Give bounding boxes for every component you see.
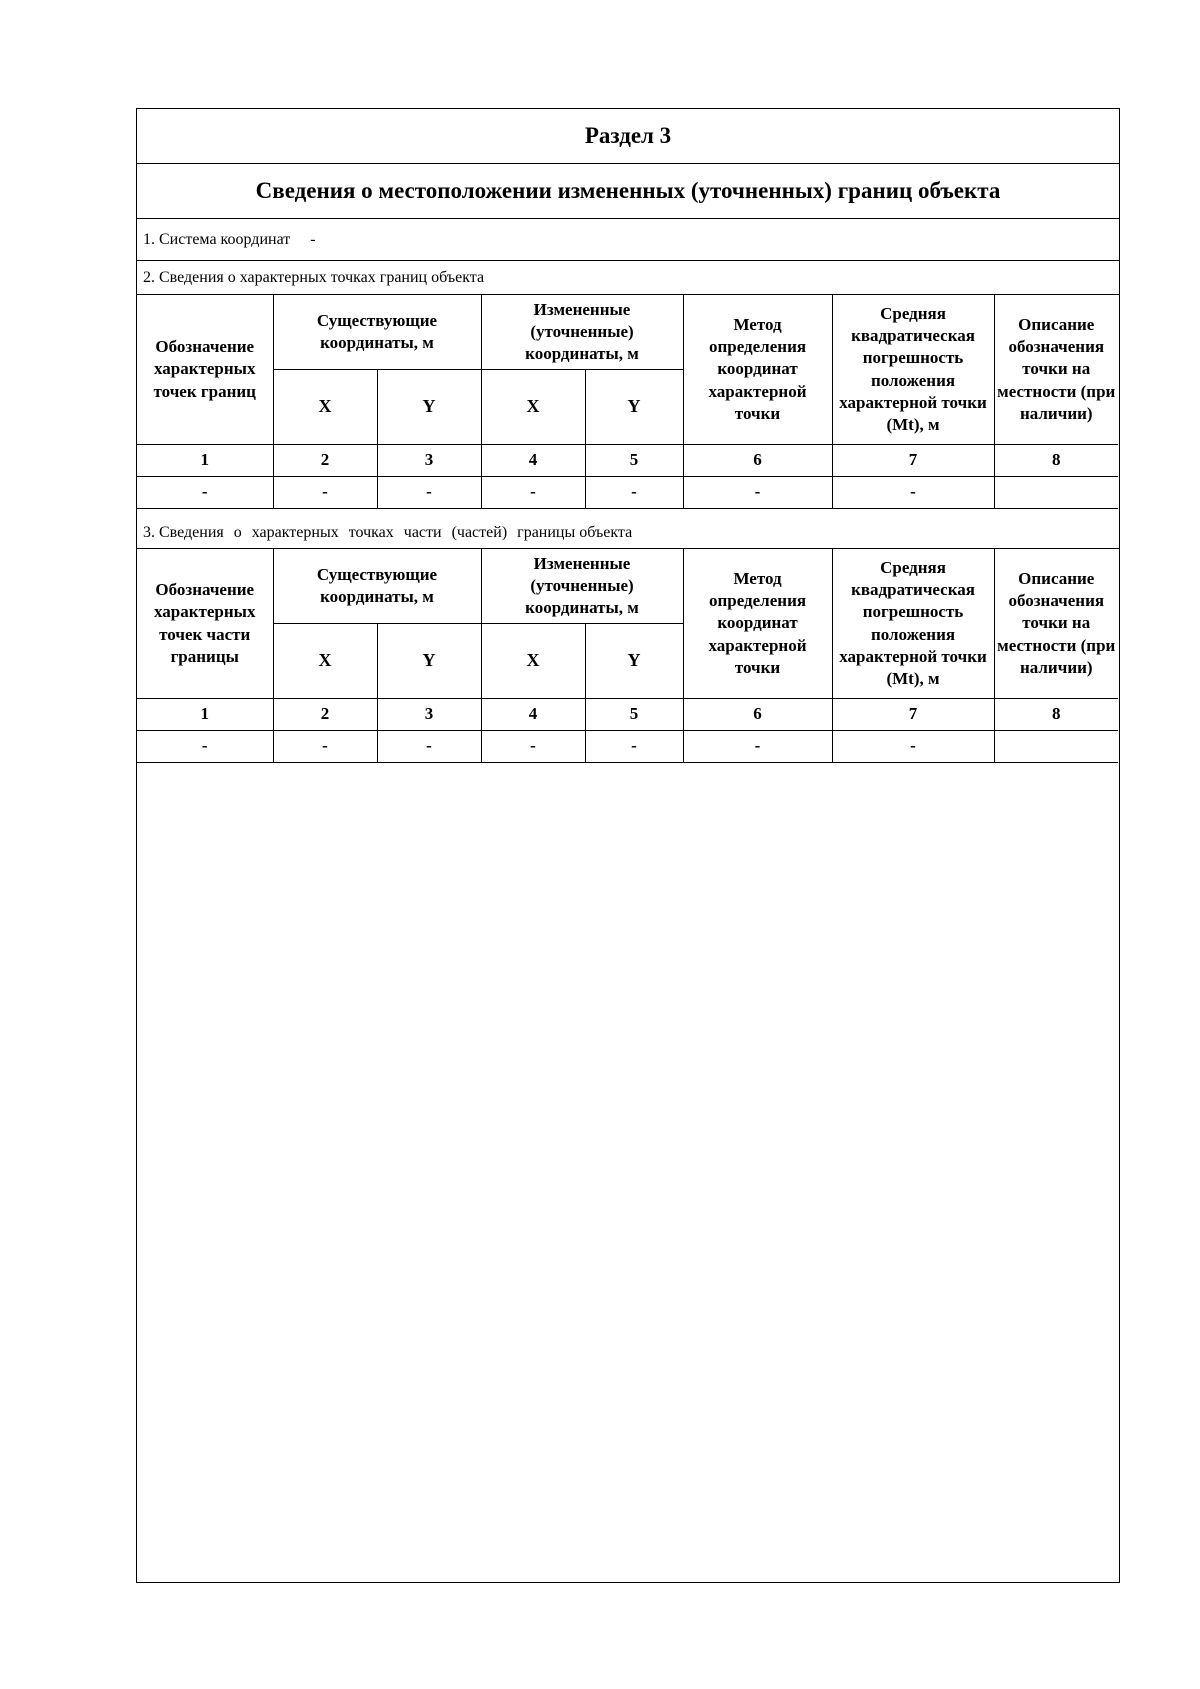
column-number: 5 <box>585 699 683 731</box>
table-cell: - <box>137 731 273 763</box>
header-existing-y: Y <box>377 370 481 445</box>
column-number: 8 <box>994 699 1118 731</box>
table-cell: - <box>273 477 377 509</box>
header-method: Метод определения координат характерной точки <box>683 549 832 699</box>
header-method: Метод определения координат характерной точки <box>683 295 832 445</box>
column-number: 4 <box>481 445 585 477</box>
caption-word: 3. Сведения <box>143 523 224 541</box>
column-number: 5 <box>585 445 683 477</box>
header-changed-x: X <box>481 624 585 699</box>
header-description: Описание обозначения точки на местности (при наличии) <box>994 295 1118 445</box>
boundary-points-table <box>137 295 1118 509</box>
caption-word: характерных <box>251 523 339 541</box>
coordinate-system-value: - <box>310 230 316 248</box>
header-description: Описание обозначения точки на местности (при наличии) <box>994 549 1118 699</box>
table-cell: - <box>481 477 585 509</box>
table2-caption <box>137 517 1119 549</box>
table-cell: - <box>585 731 683 763</box>
header-changed-coords: Измененные (уточненные) координаты, м <box>481 295 683 370</box>
column-number: 2 <box>273 699 377 731</box>
table-cell: - <box>377 731 481 763</box>
table-cell: - <box>683 477 832 509</box>
column-number: 6 <box>683 445 832 477</box>
table-row <box>137 731 1118 763</box>
caption-word: точках <box>348 523 394 541</box>
header-changed-coords: Измененные (уточненные) координаты, м <box>481 549 683 624</box>
column-number: 1 <box>137 699 273 731</box>
header-error: Средняя квадратическая погрешность положения характерной точки (Mt), м <box>832 295 994 445</box>
table-cell <box>994 731 1118 763</box>
caption-word: о <box>233 523 242 541</box>
table-cell: - <box>377 477 481 509</box>
header-changed-x: X <box>481 370 585 445</box>
coordinate-system-row <box>137 219 1119 261</box>
header-changed-y: Y <box>585 370 683 445</box>
header-point-designation: Обозначение характерных точек границ <box>137 295 273 445</box>
table-cell: - <box>585 477 683 509</box>
caption-word: части <box>403 523 442 541</box>
table1-caption: 2. Сведения о характерных точках границ объекта <box>137 261 1119 295</box>
table-cell <box>994 477 1118 509</box>
column-number: 3 <box>377 699 481 731</box>
table-cell: - <box>137 477 273 509</box>
section-subtitle: Сведения о местоположении измененных (уточненных) границ объекта <box>137 164 1119 219</box>
table-cell: - <box>832 731 994 763</box>
table-cell: - <box>683 731 832 763</box>
column-number: 3 <box>377 445 481 477</box>
header-existing-x: X <box>273 624 377 699</box>
header-point-designation: Обозначение характерных точек части границы <box>137 549 273 699</box>
header-error: Средняя квадратическая погрешность положения характерной точки (Mt), м <box>832 549 994 699</box>
table-cell: - <box>481 731 585 763</box>
table-cell: - <box>273 731 377 763</box>
coordinate-system-label: 1. Система координат <box>143 230 291 248</box>
column-number: 4 <box>481 699 585 731</box>
header-existing-coords: Существующие координаты, м <box>273 295 481 370</box>
header-existing-coords: Существующие координаты, м <box>273 549 481 624</box>
column-number: 7 <box>832 699 994 731</box>
header-existing-x: X <box>273 370 377 445</box>
header-existing-y: Y <box>377 624 481 699</box>
part-boundary-points-table <box>137 549 1118 763</box>
header-changed-y: Y <box>585 624 683 699</box>
caption-word: (частей) <box>451 523 508 541</box>
document-frame <box>136 108 1120 1583</box>
caption-word: границы объекта <box>517 523 633 541</box>
column-number: 1 <box>137 445 273 477</box>
column-number: 8 <box>994 445 1118 477</box>
column-number: 7 <box>832 445 994 477</box>
column-number: 2 <box>273 445 377 477</box>
table-cell: - <box>832 477 994 509</box>
column-number: 6 <box>683 699 832 731</box>
table-row <box>137 477 1118 509</box>
section-title: Раздел 3 <box>137 109 1119 164</box>
